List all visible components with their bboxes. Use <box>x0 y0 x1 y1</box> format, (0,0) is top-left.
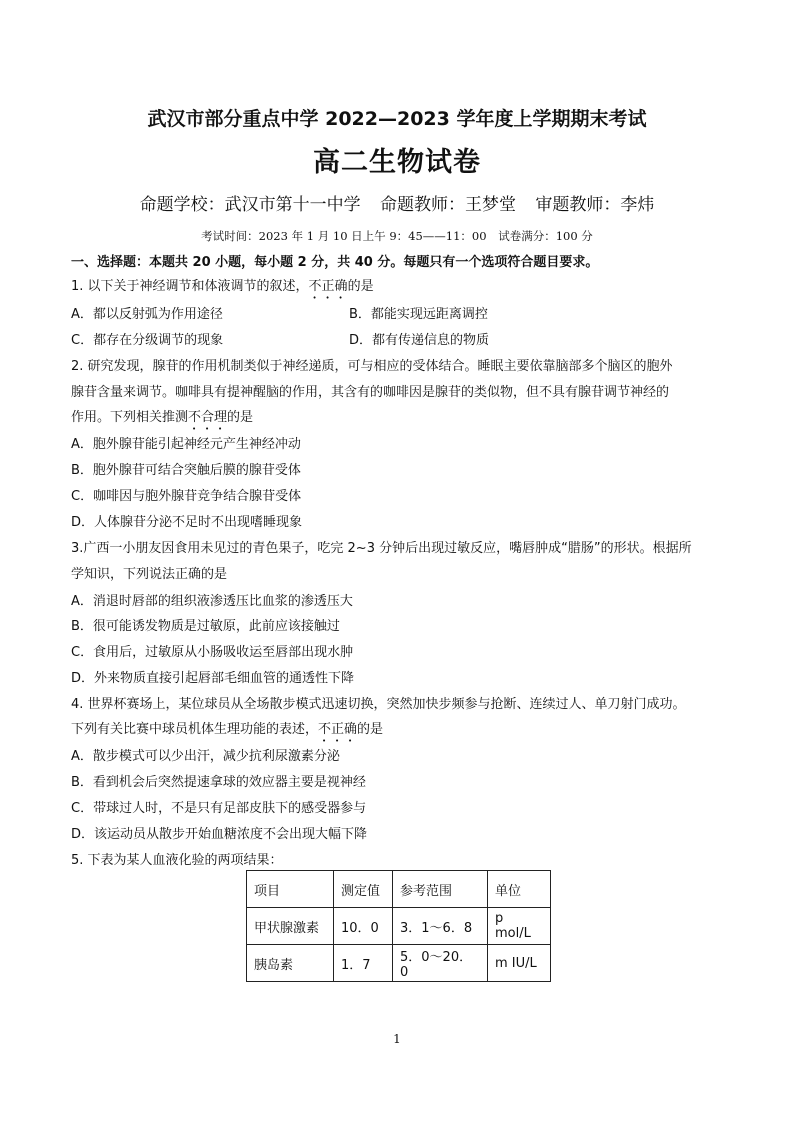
table-cell: 3．1～6．8 <box>393 908 488 945</box>
subject-title: 高二生物试卷 <box>313 147 481 178</box>
table-header-cell: 单位 <box>488 871 551 908</box>
exam-title: 武汉市部分重点中学 2022—2023 学年度上学期期末考试 <box>147 108 647 130</box>
table-row <box>247 908 551 945</box>
question-4-option-c: C．带球过人时，不是只有足部皮肤下的感受器参与 <box>71 801 367 816</box>
question-2-line-1: 2. 研究发现，腺苷的作用机制类似于神经递质，可与相应的受体结合。睡眠主要依靠脑部多个脑区的胞外 <box>71 359 673 374</box>
table-cell: 1．7 <box>334 945 393 982</box>
question-2-option-b: B．胞外腺苷可结合突触后膜的腺苷受体 <box>71 463 301 478</box>
exam-info <box>0 228 794 244</box>
table-header-cell: 项目 <box>247 871 334 908</box>
table-cell: 胰岛素 <box>247 945 334 982</box>
question-3-option-c: C．食用后，过敏原从小肠吸收运至唇部出现水肿 <box>71 645 354 660</box>
setter-teacher: 命题教师：王梦堂 <box>380 195 516 215</box>
table-cell: 甲状腺激素 <box>247 908 334 945</box>
question-2-line-3 <box>71 406 253 433</box>
table-cell: 5．0～20．0 <box>393 945 488 982</box>
page-number: 1 <box>393 1032 401 1046</box>
question-1-stem-text: 1. 以下关于神经调节和体液调节的叙述， <box>71 279 309 294</box>
question-4-stem-end: 的是 <box>357 722 384 737</box>
blood-test-table <box>246 870 551 982</box>
question-3-option-d: D．外来物质直接引起唇部毛细血管的通透性下降 <box>71 671 355 686</box>
question-2-stem-text: 作用。下列相关推测 <box>71 410 189 425</box>
question-1-option-c: C．都存在分级调节的现象 <box>71 333 224 348</box>
question-3-option-b: B．很可能诱发物质是过敏原，此前应该接触过 <box>71 619 340 634</box>
question-3-line-1: 3.广西一小朋友因食用未见过的青色果子，吃完 2~3 分钟后出现过敏反应，嘴唇肿成“腊肠”的形状。根据所 <box>71 541 692 556</box>
question-2-line-2: 腺苷含量来调节。咖啡具有提神醒脑的作用，其含有的咖啡因是腺苷的类似物，但不具有腺苷调节神经的 <box>71 385 670 400</box>
question-4-option-d: D．该运动员从散步开始血糖浓度不会出现大幅下降 <box>71 827 368 842</box>
question-2-emphasis: 不合理 <box>188 410 228 425</box>
question-4-emphasis: 不正确 <box>318 722 358 737</box>
question-1-stem-end: 的是 <box>347 279 374 294</box>
reviewer-teacher: 审题教师：李炜 <box>535 195 655 215</box>
table-header-cell: 测定值 <box>334 871 393 908</box>
question-2-option-c: C．咖啡因与胞外腺苷竞争结合腺苷受体 <box>71 489 302 504</box>
full-score: 试卷满分：100 分 <box>498 229 593 243</box>
question-1-option-d: D．都有传递信息的物质 <box>349 333 490 348</box>
table-header-cell: 参考范围 <box>393 871 488 908</box>
question-4-stem-text: 下列有关比赛中球员机体生理功能的表述， <box>71 722 319 737</box>
question-4-option-b: B．看到机会后突然提速拿球的效应器主要是视神经 <box>71 775 366 790</box>
question-4-line-1: 4. 世界杯赛场上，某位球员从全场散步模式迅速切换，突然加快步频参与抢断、连续过人、单刀射门成功。 <box>71 697 686 712</box>
table-row <box>247 945 551 982</box>
table-cell: m IU/L <box>488 945 551 982</box>
question-4-line-2 <box>71 718 383 745</box>
question-1-option-b: B．都能实现远距离调控 <box>349 307 488 322</box>
question-4-option-a: A．散步模式可以少出汗，减少抗利尿激素分泌 <box>71 749 340 764</box>
question-3-line-2: 学知识，下列说法正确的是 <box>71 567 228 582</box>
exam-time: 考试时间：2023 年 1 月 10 日上午 9：45——11：00 <box>201 229 487 243</box>
exam-credits <box>0 190 794 215</box>
table-header-row <box>247 871 551 908</box>
table-cell: p mol/L <box>488 908 551 945</box>
question-3-option-a: A．消退时唇部的组织液渗透压比血浆的渗透压大 <box>71 594 353 609</box>
question-1-option-a: A．都以反射弧为作用途径 <box>71 307 223 322</box>
question-2-option-a: A．胞外腺苷能引起神经元产生神经冲动 <box>71 437 301 452</box>
question-1-emphasis: 不正确 <box>308 279 348 294</box>
setter-school: 命题学校：武汉市第十一中学 <box>139 195 361 215</box>
section-heading: 一、选择题：本题共 20 小题，每小题 2 分，共 40 分。每题只有一个选项符合题目要求。 <box>71 255 599 270</box>
question-2-stem-end: 的是 <box>227 410 254 425</box>
question-1-stem <box>71 275 374 302</box>
question-5-stem: 5. 下表为某人血液化验的两项结果： <box>71 853 283 868</box>
question-2-option-d: D．人体腺苷分泌不足时不出现嗜睡现象 <box>71 515 303 530</box>
table-cell: 10．0 <box>334 908 393 945</box>
